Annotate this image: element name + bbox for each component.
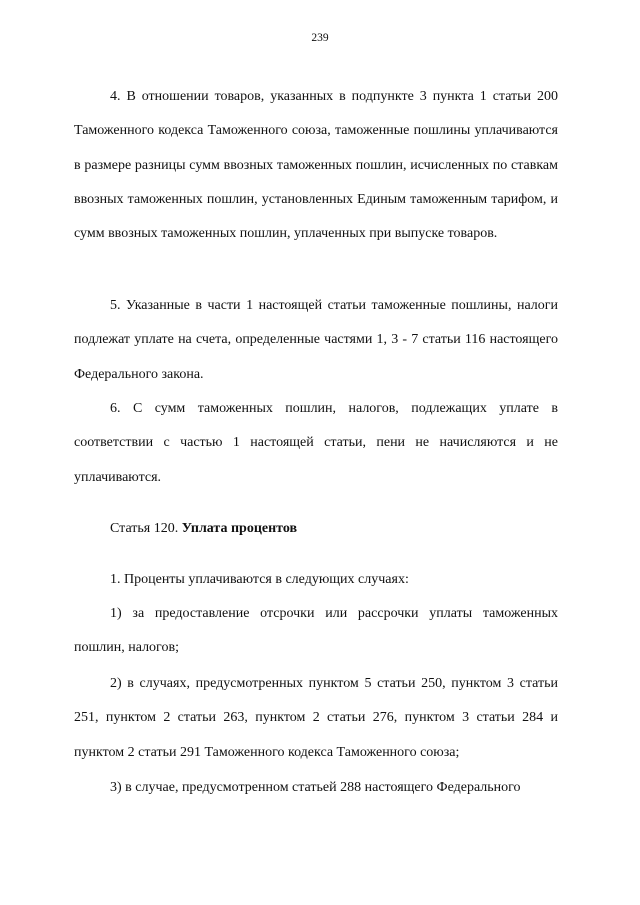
page-number: 239	[311, 32, 329, 44]
paragraph-5	[74, 289, 558, 392]
article-title: Уплата процентов	[181, 521, 298, 536]
paragraph-6	[74, 392, 558, 495]
paragraph-text: 6. С сумм таможенных пошлин, налогов, подлежащих уплате в соответствии с частью 1 настоящей статьи, пени не начисляются и не уплачиваются.	[74, 401, 558, 485]
article-paragraph-1	[74, 563, 558, 597]
paragraph-text: 4. В отношении товаров, указанных в подпункте 3 пункта 1 статьи 200 Таможенного кодекса Таможенного союза, таможенные пошлины уплачиваются в размере разницы сумм ввозных таможенных пошлин, исчисленных по ставкам ввозных таможенных пошлин, установленных Единым таможенным тарифом, и сумм ввозных таможенных пошлин, уплаченных при выпуске товаров.	[74, 89, 558, 242]
paragraph-text: 2) в случаях, предусмотренных пунктом 5 статьи 250, пунктом 3 статьи 251, пунктом 2 статьи 263, пунктом 2 статьи 276, пунктом 3 статьи 284 и пунктом 2 статьи 291 Таможенного кодекса Таможенного союза;	[74, 676, 558, 760]
article-number: Статья 120.	[110, 521, 182, 536]
paragraph-text: 5. Указанные в части 1 настоящей статьи таможенные пошлины, налоги подлежат уплате на счета, определенные частями 1, 3 - 7 статьи 116 настоящего Федерального закона.	[74, 298, 558, 382]
article-item-1	[74, 597, 558, 666]
article-heading	[110, 512, 560, 546]
article-item-2	[74, 667, 558, 770]
paragraph-text: 1. Проценты уплачиваются в следующих случаях:	[110, 572, 409, 587]
paragraph-text: 3) в случае, предусмотренном статьей 288 настоящего Федерального	[110, 780, 521, 795]
paragraph-text: 1) за предоставление отсрочки или рассрочки уплаты таможенных пошлин, налогов;	[74, 606, 558, 656]
paragraph-4	[74, 80, 558, 251]
article-item-3	[74, 771, 558, 805]
